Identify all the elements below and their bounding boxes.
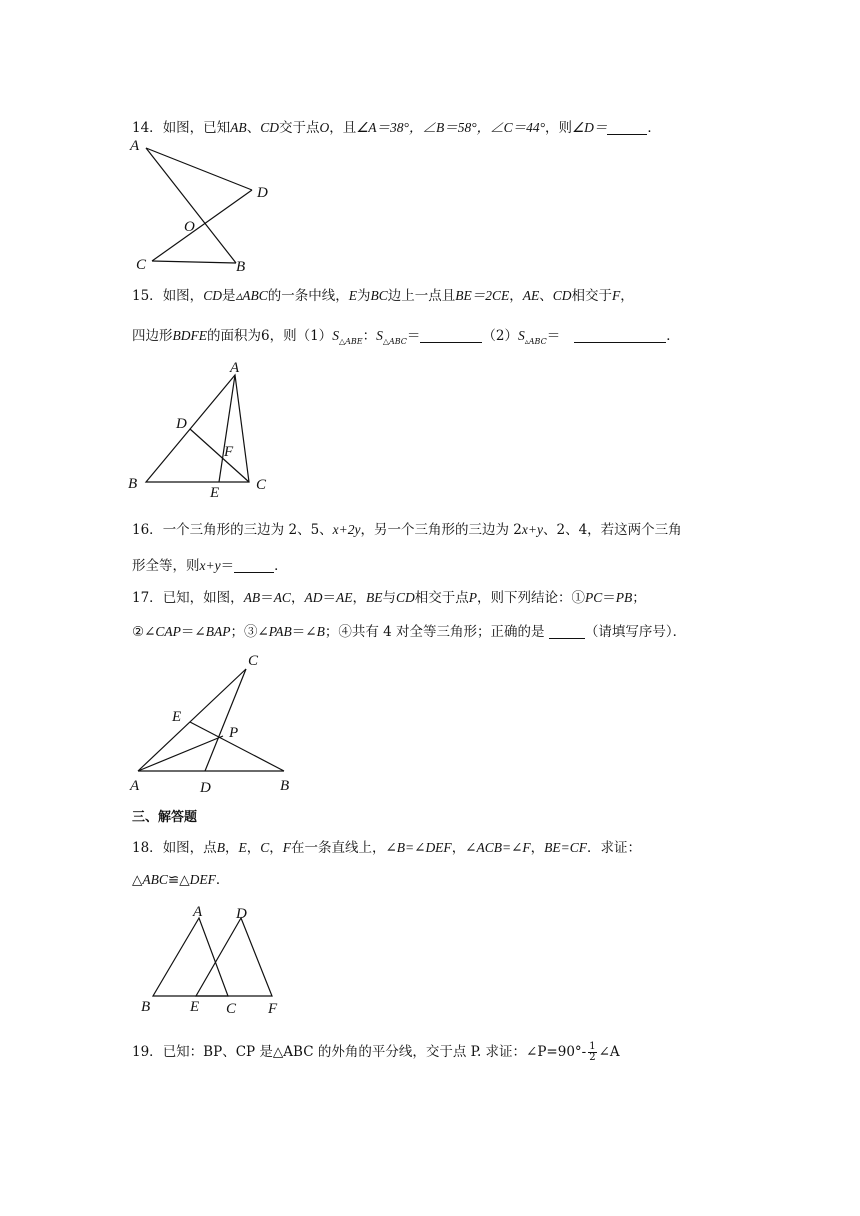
q15-figure bbox=[126, 356, 276, 502]
label-D: D bbox=[200, 780, 211, 794]
label-P: P bbox=[229, 725, 239, 741]
label-B: B bbox=[280, 778, 290, 794]
label-O: O bbox=[184, 219, 195, 235]
q18-figure bbox=[136, 900, 286, 1020]
label-D: D bbox=[257, 185, 268, 201]
label-D: D bbox=[176, 416, 187, 432]
answer-blank bbox=[420, 328, 482, 343]
q15-text-line2: 四边形BDFE的面积为6，则$(1)S_{\triangle ABE}$：$S_{\triangle ABC}= (2)S_{▵ABC}=$ ． bbox=[132, 328, 680, 346]
label-C: C bbox=[226, 1001, 237, 1017]
label-C: C bbox=[136, 257, 147, 273]
label-A: A bbox=[193, 904, 203, 920]
q19-text: 19．已知：BP、CP 是△ABC 的外角的平分线，交于点 P. 求证：∠P=90°- $\frac{1}{2}$ ∠A bbox=[132, 1041, 620, 1063]
q18-text-line1: 18．如图，点B，E，C，F在一条直线上，∠B=∠DEF，∠ACB=∠F，BE=CF．求证： bbox=[132, 840, 642, 856]
label-B: B bbox=[236, 259, 246, 275]
q14-text: 14．如图，已知AB、CD交于点O，且∠A＝38°，∠B＝58°，∠C＝44°，则∠D＝ ． bbox=[132, 120, 661, 136]
label-C: C bbox=[248, 653, 259, 669]
label-A: A bbox=[230, 360, 240, 376]
label-F: F bbox=[268, 1001, 278, 1017]
label-E: E bbox=[172, 709, 182, 725]
answer-blank bbox=[234, 558, 274, 573]
fraction-half: $\frac{1}{2}$ bbox=[589, 1041, 596, 1063]
q17-text-line2: ②∠CAP＝∠BAP；③∠PAB＝∠B；④共有 4 对全等三角形；正确的是 （请填写序号）． bbox=[132, 624, 687, 640]
q15-text-line1: 15．如图，CD是▵ABC的一条中线，E为BC边上一点且BE＝2CE，AE、CD相交于F， bbox=[132, 288, 634, 304]
q18-text-line2: △ABC≌△DEF． bbox=[132, 872, 230, 888]
label-B: B bbox=[141, 999, 151, 1015]
answer-blank bbox=[549, 624, 585, 639]
label-A: A bbox=[130, 778, 140, 794]
q17-text-line1: 17．已知，如图，AB＝AC，AD＝AE，BE与CD相交于点P，则下列结论：①PC＝PB； bbox=[132, 590, 646, 606]
q14-figure bbox=[128, 136, 278, 276]
label-E: E bbox=[190, 999, 200, 1015]
label-E: E bbox=[210, 485, 220, 501]
label-A: A bbox=[130, 138, 140, 154]
label-F: F bbox=[224, 444, 234, 460]
q17-figure bbox=[128, 648, 298, 794]
q16-text-line2: 形全等，则x+y＝ ． bbox=[132, 558, 288, 574]
section-heading: 三、解答题 bbox=[132, 810, 198, 825]
label-D: D bbox=[236, 906, 247, 922]
q16-text-line1: 16．一个三角形的三边为 2、5、x+2y，另一个三角形的三边为 2x+y、2、4，若这两个三角 bbox=[132, 522, 682, 538]
answer-blank bbox=[607, 120, 647, 135]
answer-blank bbox=[574, 328, 666, 343]
label-B: B bbox=[128, 476, 138, 492]
label-C: C bbox=[256, 477, 267, 493]
